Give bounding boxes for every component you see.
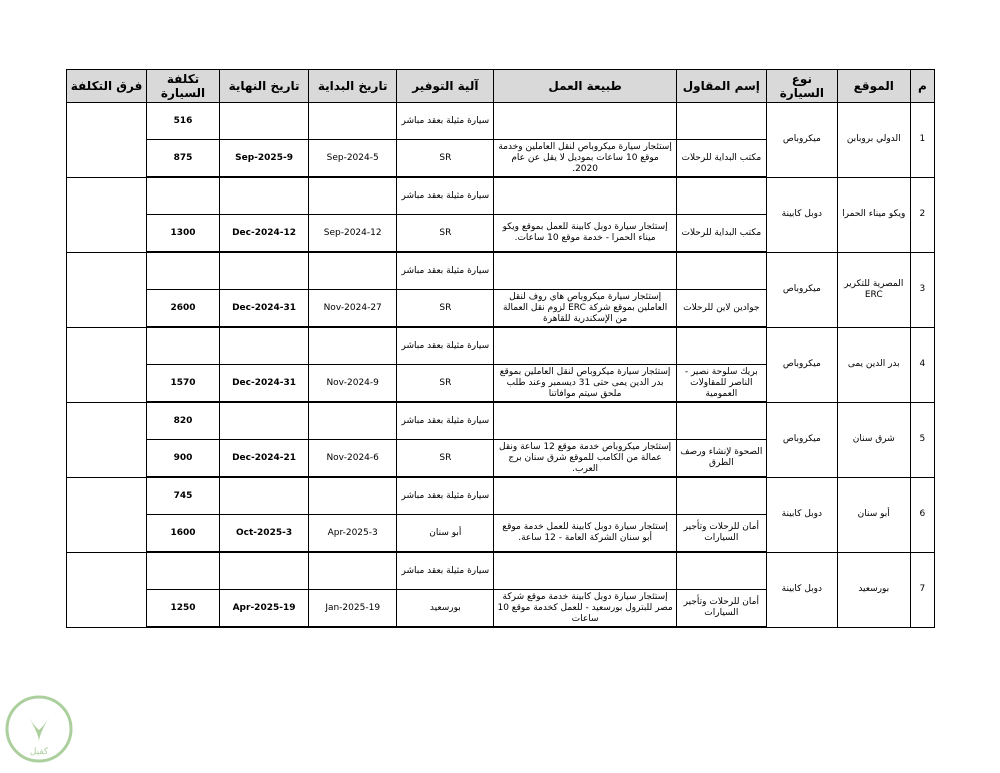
cell-contract-type: سيارة مثيلة بعقد مباشر xyxy=(397,103,494,140)
cell-site: شرق سنان xyxy=(837,402,910,477)
watermark-logo xyxy=(4,694,74,764)
cell-contractor: مكتب البداية للرحلات xyxy=(676,140,766,178)
cell-contract-cost xyxy=(147,252,220,290)
cell-num: 1 xyxy=(910,103,934,178)
cell-num: 2 xyxy=(910,177,934,252)
table-row xyxy=(67,327,935,365)
cell-site: بدر الدين يمى xyxy=(837,327,910,402)
header-num: م xyxy=(910,70,934,103)
cell-num: 5 xyxy=(910,402,934,477)
cell-cost-diff xyxy=(67,177,147,252)
cell-site: ويكو ميناء الحمرا xyxy=(837,177,910,252)
cell-num: 4 xyxy=(910,327,934,402)
cell-car-type: دوبل كابينة xyxy=(766,477,837,552)
cell-contractor-empty xyxy=(676,252,766,290)
cell-end-date: 31-Dec-2024 xyxy=(220,290,309,328)
cell-num: 3 xyxy=(910,252,934,327)
cell-start-empty xyxy=(309,103,397,140)
cell-end-empty xyxy=(220,252,309,290)
table-row xyxy=(67,402,935,440)
cell-end-empty xyxy=(220,477,309,515)
cell-work: إستئجار سيارة ميكروباص لنقل العاملين وخدمة موقع 10 ساعات بموديل لا يقل عن عام 2020. xyxy=(494,140,676,178)
cell-contractor: جوادين لاين للرحلات xyxy=(676,290,766,328)
cell-start-empty xyxy=(309,477,397,515)
cell-contract-cost: 745 xyxy=(147,477,220,515)
header-cost-diff: فرق التكلفة xyxy=(67,70,147,103)
header-site: الموقع xyxy=(837,70,910,103)
table-row xyxy=(67,103,935,140)
cell-provision: SR xyxy=(397,365,494,403)
cell-work: إستئجار سيارة دوبل كابينة للعمل بموقع ويكو ميناء الحمرا - خدمة موقع 10 ساعات. xyxy=(494,215,676,253)
cell-provision: SR xyxy=(397,215,494,253)
header-provision: آلية التوفير xyxy=(397,70,494,103)
cell-site: الدولي بروبابن xyxy=(837,103,910,178)
cell-car-type: ميكروباص xyxy=(766,327,837,402)
cell-contract-cost xyxy=(147,327,220,365)
cell-car-cost: 2600 xyxy=(147,290,220,328)
cell-end-date: 9-Sep-2025 xyxy=(220,140,309,178)
header-end: تاريخ النهاية xyxy=(220,70,309,103)
cell-car-type: ميكروباص xyxy=(766,103,837,178)
cell-cost-diff xyxy=(67,252,147,327)
cell-car-type: دوبل كابينة xyxy=(766,552,837,627)
cell-cost-diff xyxy=(67,103,147,178)
cell-car-cost: 900 xyxy=(147,440,220,478)
cell-contract-type: سيارة مثيلة بعقد مباشر xyxy=(397,327,494,365)
cell-contractor: أمان للرحلات وتأجير السيارات xyxy=(676,590,766,628)
cell-contractor-empty xyxy=(676,103,766,140)
cell-contractor-empty xyxy=(676,402,766,440)
cell-start-empty xyxy=(309,327,397,365)
cell-car-cost: 1600 xyxy=(147,515,220,553)
cell-cost-diff xyxy=(67,552,147,627)
table-row xyxy=(67,552,935,590)
cell-contractor: بريك سلوحة نصير - الناصر للمقاولات العمومية xyxy=(676,365,766,403)
cell-car-cost: 1250 xyxy=(147,590,220,628)
cell-work-empty xyxy=(494,402,676,440)
cell-contract-cost xyxy=(147,177,220,215)
cell-contract-type: سيارة مثيلة بعقد مباشر xyxy=(397,177,494,215)
cell-provision: SR xyxy=(397,440,494,478)
cell-contractor-empty xyxy=(676,477,766,515)
cell-work-empty xyxy=(494,552,676,590)
cell-car-type: ميكروباص xyxy=(766,252,837,327)
cell-contractor-empty xyxy=(676,552,766,590)
cell-car-cost: 1570 xyxy=(147,365,220,403)
cell-start-empty xyxy=(309,252,397,290)
cell-start-empty xyxy=(309,177,397,215)
cell-end-date: 19-Apr-2025 xyxy=(220,590,309,628)
cell-work: إستئجار سيارة دوبل كابينة للعمل خدمة موقع أبو سنان الشركة العامة - 12 ساعة. xyxy=(494,515,676,553)
cell-end-empty xyxy=(220,177,309,215)
cell-work: إستئجار سيارة ميكروباص لنقل العاملين بموقع بدر الدين يمى حتى 31 ديسمبر وعند طلب ملحق سيتم موافاتنا xyxy=(494,365,676,403)
cell-car-type: ميكروباص xyxy=(766,402,837,477)
cell-work: إستئجار سيارة ميكروباص هاي روف لنقل العاملين بموقع شركة ERC لزوم نقل العمالة من الإسكندرية للقاهرة xyxy=(494,290,676,328)
header-work: طبيعة العمل xyxy=(494,70,676,103)
cell-contract-type: سيارة مثيلة بعقد مباشر xyxy=(397,252,494,290)
cell-contract-cost: 516 xyxy=(147,103,220,140)
cell-car-type: دوبل كابينة xyxy=(766,177,837,252)
cell-work-empty xyxy=(494,177,676,215)
cell-work-empty xyxy=(494,327,676,365)
cell-car-cost: 875 xyxy=(147,140,220,178)
cell-provision: SR xyxy=(397,290,494,328)
cell-contract-type: سيارة مثيلة بعقد مباشر xyxy=(397,477,494,515)
cell-site: أبو سنان xyxy=(837,477,910,552)
cell-contractor: الصحوة لإنشاء ورصف الطرق xyxy=(676,440,766,478)
cell-start-date: 9-Nov-2024 xyxy=(309,365,397,403)
cell-site: المصرية للتكرير ERC xyxy=(837,252,910,327)
header-contractor: إسم المقاول xyxy=(676,70,766,103)
cell-end-date: 12-Dec-2024 xyxy=(220,215,309,253)
cell-end-empty xyxy=(220,103,309,140)
cell-work: إستئجار ميكروباص خدمة موقع 12 ساعة ونقل عمالة من الكامب للموقع شرق سنان برج العرب. xyxy=(494,440,676,478)
cell-provision: بورسعيد xyxy=(397,590,494,628)
cell-num: 6 xyxy=(910,477,934,552)
cell-start-date: 6-Nov-2024 xyxy=(309,440,397,478)
cell-contract-cost xyxy=(147,552,220,590)
cell-end-date: 3-Oct-2025 xyxy=(220,515,309,553)
cell-contractor: أمان للرحلات وتأجير السيارات xyxy=(676,515,766,553)
cell-start-date: 12-Sep-2024 xyxy=(309,215,397,253)
cell-end-date: 21-Dec-2024 xyxy=(220,440,309,478)
cell-contractor: مكتب البداية للرحلات xyxy=(676,215,766,253)
table-row xyxy=(67,477,935,515)
cell-contractor-empty xyxy=(676,177,766,215)
cell-start-empty xyxy=(309,402,397,440)
cell-num: 7 xyxy=(910,552,934,627)
cell-start-date: 3-Apr-2025 xyxy=(309,515,397,553)
cell-provision: أبو سنان xyxy=(397,515,494,553)
cell-work-empty xyxy=(494,252,676,290)
cell-start-date: 19-Jan-2025 xyxy=(309,590,397,628)
cell-contract-type: سيارة مثيلة بعقد مباشر xyxy=(397,402,494,440)
cell-start-date: 5-Sep-2024 xyxy=(309,140,397,178)
cell-start-empty xyxy=(309,552,397,590)
cell-cost-diff xyxy=(67,402,147,477)
cell-work-empty xyxy=(494,477,676,515)
header-start: تاريخ البداية xyxy=(309,70,397,103)
cell-cost-diff xyxy=(67,477,147,552)
cell-contractor-empty xyxy=(676,327,766,365)
cell-site: بورسعيد xyxy=(837,552,910,627)
cell-car-cost: 1300 xyxy=(147,215,220,253)
cell-work-empty xyxy=(494,103,676,140)
cell-end-empty xyxy=(220,327,309,365)
header-car-type: نوع السيارة xyxy=(766,70,837,103)
logo-text: كفيل xyxy=(29,747,49,757)
table-header-row xyxy=(67,70,935,103)
cell-contract-cost: 820 xyxy=(147,402,220,440)
cell-cost-diff xyxy=(67,327,147,402)
table-row xyxy=(67,177,935,215)
cell-start-date: 27-Nov-2024 xyxy=(309,290,397,328)
cell-contract-type: سيارة مثيلة بعقد مباشر xyxy=(397,552,494,590)
cell-end-empty xyxy=(220,552,309,590)
header-cost: تكلفة السيارة xyxy=(147,70,220,103)
cell-provision: SR xyxy=(397,140,494,178)
vehicle-rental-table xyxy=(66,69,935,628)
cell-end-empty xyxy=(220,402,309,440)
table-row xyxy=(67,252,935,290)
cell-end-date: 31-Dec-2024 xyxy=(220,365,309,403)
cell-work: إستئجار سيارة دوبل كابينة خدمة موقع شركة مصر للبترول بورسعيد - للعمل كخدمة موقع 10 ساعات xyxy=(494,590,676,628)
